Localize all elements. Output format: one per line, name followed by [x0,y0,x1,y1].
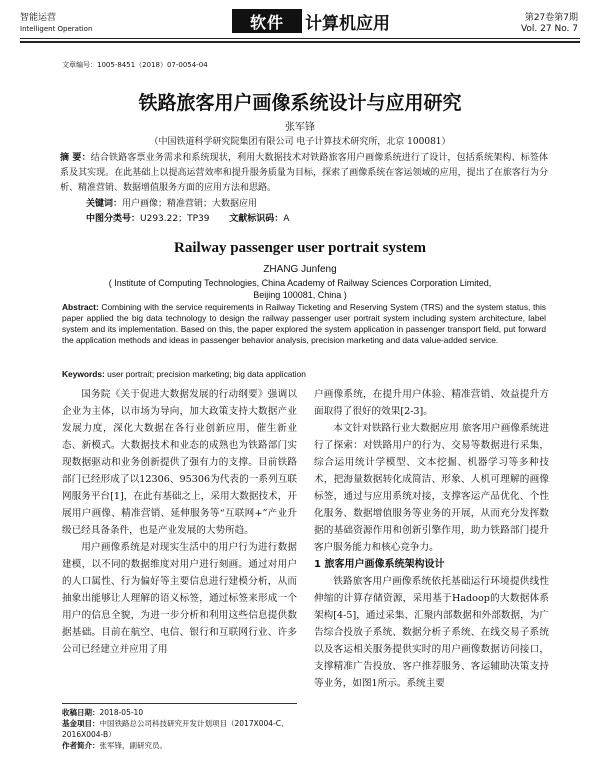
volume-info [521,13,578,35]
fund-text: 中国铁路总公司科技研究开发计划项目（2017X004-C、2016X004-B） [62,719,289,739]
body-paragraph: 本文针对铁路行业大数据应用 旅客用户画像系统进行了探索：对铁路用户的行为、交易等数据进行采集，综合运用统计学模型、文本挖掘、机器学习等多种技术，把海量数据转化成简洁、形象、人机可理解的画像标签，通过与应用系统对接，支撑客运产品优化、个性化服务、数据增值服务等业务的开展，从而充分发挥数据的基础资源作用和创新引擎作用，助力铁路部门提升客户服务能力和核心竞争力。 [314,423,549,553]
body-paragraph: 国务院《关于促进大数据发展的行动纲要》强调以企业为主体，以市场为导向，加大政策支持大数据产业发展力度，深化大数据在各行业创新应用，催生新业态、新模式。大数据技术和业态的成熟也为铁路部门实现数据驱动和业务创新提供了强有力的支撑。目前铁路部门已经形成了以12306、95306为代表的一系列互联网服务平台[1]，在此有基础之上，采用大数据技术，开展用户画像、精准营销、延伸服务等“互联网+”产业升级已经具备条件，也是产业发展的大势所趋。 [62,389,297,536]
fund-line [62,718,297,740]
volume-cn: 第27卷第7期 [524,13,578,23]
abstract-cn [60,151,548,196]
keywords-cn-label: 关键词： [86,199,123,209]
journal-logo [232,8,390,34]
author-bio-text: 张军锋，副研究员。 [99,741,167,750]
header-rule-thick [20,41,580,43]
footnote [62,707,297,751]
logo-mark: 软件 [232,9,302,33]
author-bio-line [62,740,297,751]
keywords-cn-text: 用户画像；精准营销；大数据应用 [122,199,258,209]
section-heading: 1 旅客用户画像系统架构设计 [314,559,445,570]
article-number: 文章编号：1005-8451（2018）07-0054-04 [62,61,208,69]
keywords-en-label: Keywords: [62,369,105,379]
keywords-en-text: user portrait; precision marketing; big data application [107,369,306,379]
header-rule [20,38,580,39]
keywords-en [62,369,306,379]
title-en: Railway passenger user portrait system [174,240,426,256]
footnote-rule [62,703,297,704]
section-en: Intelligent Operation [20,25,93,33]
author-en: ZHANG Junfeng [263,264,337,275]
affiliation-en-line1: ( Institute of Computing Technologies, China Academy of Railway Sciences Corporation Limited, [108,278,492,288]
affiliation-en [60,277,540,301]
abstract-en [62,302,546,346]
author-cn: 张军锋 [285,122,315,133]
clc-label: 中图分类号： [86,214,141,224]
abstract-en-label: Abstract: [62,302,99,312]
abstract-cn-label: 摘 要： [60,153,91,163]
affiliation-cn: （中国铁道科学研究院集团有限公司 电子计算技术研究所，北京 100081） [149,137,451,147]
title-cn: 铁路旅客用户画像系统设计与应用研究 [138,92,462,114]
abstract-cn-text: 结合铁路客票业务需求和系统现状，利用大数据技术对铁路旅客用户画像系统进行了设计，包括系统架构、标签体系及其实现。在此基础上以提高运营效率和提升服务质量为目标，探索了画像系统在客运领域的应用，提出了在旅客行为分析、精准营销、数据增值服务方面的应用方法和思路。 [60,153,548,193]
body-column-left [62,386,297,658]
keywords-cn [86,196,257,209]
body-paragraph: 用户画像系统是对现实生活中的用户行为进行数据建模，以不同的数据维度对用户进行刻画。通过对用户的人口属性、行为偏好等主要信息进行建模分析，从而抽象出能够让人理解的语义标签，通过标签来形成一个用户的信息全貌，为进一步分析和利用这些信息提供数据基础。目前在航空、电信、银行和互联网行业、许多公司已经建立并应用了用 [62,542,297,655]
section-cn: 智能运营 [20,13,57,23]
body-paragraph: 铁路旅客用户画像系统依托基础运行环境提供线性伸缩的计算存储资源，采用基于Hadoop的大数据体系架构[4-5]，通过采集、汇聚内部数据和外部数据，为广告综合投放子系统、数据分析子系统、在线交易子系统以及客运相关服务提供实时的用户画像数据访问接口，支撑精准广告投放、客户推荐服务、客运辅助决策支持等业务，如图1所示。系统主要 [314,576,549,689]
journal-section-label [20,13,92,35]
fund-label: 基金项目： [62,719,100,728]
affiliation-en-line2: Beijing 100081, China ) [253,290,347,300]
abstract-en-text: Combining with the service requirements in Railway Ticketing and Reserving System (TRS) and the system status, this paper applied the big data technology to design the railway passenger user portrait system including system architecture, label system and its implementation. Based on this, the paper explored the system application in passenger transport field, put forward the application methods and ideas in passenger behavior analysis, precision marketing and data value-added service. [62,302,546,345]
classification [86,211,289,224]
received-label: 收稿日期： [62,708,100,717]
body-paragraph: 户画像系统，在提升用户体验、精准营销、效益提升方面取得了很好的效果[2-3]。 [314,389,549,417]
volume-en: Vol. 27 No. 7 [520,24,578,34]
doc-code-label: 文献标识码： [229,214,284,224]
clc-value: U293.22；TP39 [140,214,210,224]
journal-title: 计算机应用 [305,13,390,34]
doc-code-value: A [283,214,290,224]
received-date: 2018-05-10 [99,708,144,717]
body-column-right [314,386,549,692]
received-line [62,707,297,718]
author-bio-label: 作者简介： [62,741,100,750]
